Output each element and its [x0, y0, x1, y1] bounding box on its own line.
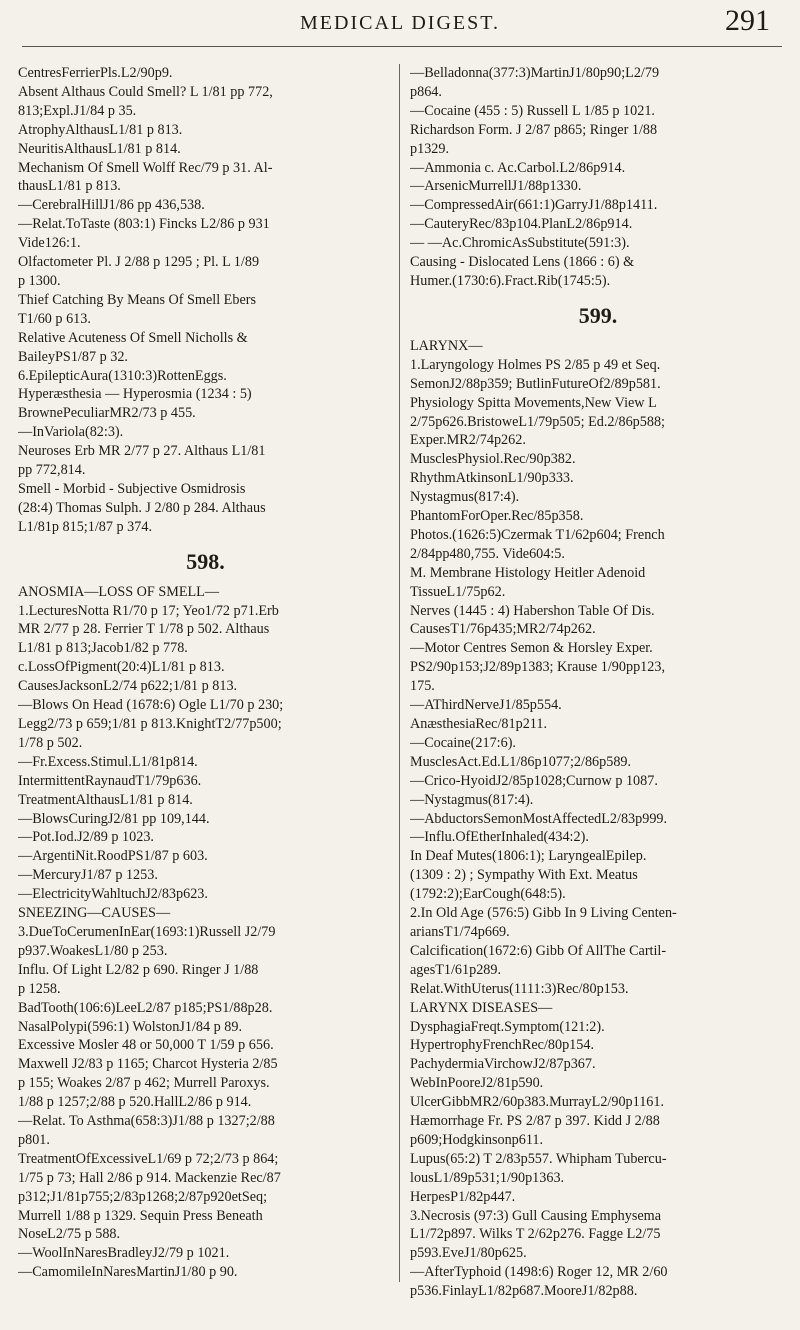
index-entry-line: p 155; Woakes 2/87 p 462; Murrell Paroxys. — [18, 1075, 270, 1092]
index-entry-line: AnæsthesiaRec/81p211. — [410, 716, 547, 732]
index-entry-line: p593.EveJ1/80p625. — [410, 1245, 527, 1262]
index-entry-line: Olfactometer Pl. J 2/88 p 1295 ; Pl. L 1/89 — [18, 254, 260, 271]
index-entry-line: BrownePeculiarMR2/73 p 455. — [18, 405, 196, 422]
index-entry-line: MR 2/77 p 28. Ferrier T 1/78 p 502. Althaus — [18, 621, 270, 638]
index-entry-line: 813;Expl.J1/84 p 35. — [18, 102, 137, 119]
left-block-1 — [18, 64, 393, 537]
index-entry-line: —MercuryJ1/87 p 1253. — [18, 867, 158, 884]
index-entry-line: Smell - Morbid - Subjective Osmidrosis — [18, 480, 246, 497]
index-entry-line: Photos.(1626:5)Czermak T1/62p604; French — [410, 526, 665, 543]
index-entry-line: MusclesPhysiol.Rec/90p382. — [410, 451, 576, 468]
index-entry-line: 175. — [410, 678, 435, 695]
index-entry-line: AtrophyAlthausL1/81 p 813. — [18, 121, 183, 138]
index-entry-line: —InVariola(82:3). — [18, 424, 124, 441]
index-entry-line: (1309 : 2) ; Sympathy With Ext. Meatus — [410, 867, 638, 884]
index-entry-line: 1/88 p 1257;2/88 p 520.HallL2/86 p 914. — [18, 1094, 252, 1111]
index-entry-line: Mechanism Of Smell Wolff Rec/79 p 31. Al- — [18, 159, 273, 176]
index-entry-line: 1/75 p 73; Hall 2/86 p 914. Mackenzie Rec/87 — [18, 1169, 281, 1186]
index-entry-line: thausL1/81 p 813. — [18, 178, 121, 195]
index-entry-line: —Pot.Iod.J2/89 p 1023. — [18, 829, 154, 846]
index-entry-line: HypertrophyFrenchRec/80p154. — [410, 1037, 595, 1054]
index-entry-line: —Crico-HyoidJ2/85p1028;Curnow p 1087. — [410, 772, 658, 789]
index-entry-line: Legg2/73 p 659;1/81 p 813.KnightT2/77p500; — [18, 716, 282, 732]
index-entry-line: M. Membrane Histology Heitler Adenoid — [410, 564, 646, 581]
index-entry-line: MusclesAct.Ed.L1/86p1077;2/86p589. — [410, 753, 632, 770]
index-entry-line: —BlowsCuringJ2/81 pp 109,144. — [18, 810, 210, 827]
index-entry-line: —Relat.ToTaste (803:1) Fincks L2/86 p 931 — [18, 216, 270, 233]
index-entry-line: —Cocaine(217:6). — [410, 734, 516, 751]
index-entry-line: Relative Acuteness Of Smell Nicholls & — [18, 329, 248, 346]
index-entry-line: —ElectricityWahltuchJ2/83p623. — [18, 886, 208, 903]
index-entry-line: PhantomForOper.Rec/85p358. — [410, 508, 584, 525]
index-entry-line: —Blows On Head (1678:6) Ogle L1/70 p 230; — [18, 697, 284, 714]
index-entry-line: PS2/90p153;J2/89p1383; Krause 1/90pp123, — [410, 659, 665, 676]
index-entry-line: 3.DueToCerumenInEar(1693:1)Russell J2/79 — [18, 923, 276, 940]
index-entry-line: p 1300. — [18, 272, 61, 289]
right-block-1 — [410, 64, 786, 291]
index-entry-line: Humer.(1730:6).Fract.Rib(1745:5). — [410, 272, 611, 289]
index-entry-line: UlcerGibbMR2/60p383.MurrayL2/90p1161. — [410, 1094, 665, 1111]
index-entry-line: Vide126:1. — [18, 235, 81, 252]
index-entry-line: Physiology Spitta Movements,New View L — [410, 394, 657, 411]
index-entry-line: Hyperæsthesia — Hyperosmia (1234 : 5) — [18, 386, 252, 403]
index-entry-line: —Nystagmus(817:4). — [410, 791, 534, 808]
index-entry-line: —Motor Centres Semon & Horsley Exper. — [410, 640, 653, 657]
index-entry-line: LARYNX— — [410, 337, 483, 354]
index-entry-line: Excessive Mosler 48 or 50,000 T 1/59 p 656. — [18, 1037, 274, 1054]
index-entry-line: —CauteryRec/83p104.PlanL2/86p914. — [410, 216, 633, 233]
header-rule — [22, 46, 782, 47]
index-entry-line: p801. — [18, 1131, 50, 1148]
index-entry-line: BaileyPS1/87 p 32. — [18, 348, 128, 365]
index-entry-line: In Deaf Mutes(1806:1); LaryngealEpilep. — [410, 848, 647, 865]
index-entry-line: —ArsenicMurrellJ1/88p1330. — [410, 178, 582, 195]
index-entry-line: p937.WoakesL1/80 p 253. — [18, 942, 168, 959]
index-entry-line: p609;Hodgkinsonp611. — [410, 1131, 544, 1148]
section-number-599: 599. — [578, 302, 618, 328]
index-entry-line: pp 772,814. — [18, 462, 86, 479]
index-entry-line: — —Ac.ChromicAsSubstitute(591:3). — [410, 235, 630, 252]
index-entry-line: LARYNX DISEASES— — [410, 999, 553, 1016]
left-column — [18, 64, 400, 1282]
index-entry-line: —CamomileInNaresMartinJ1/80 p 90. — [18, 1264, 238, 1281]
index-entry-line: 1/78 p 502. — [18, 734, 83, 751]
index-entry-line: —CompressedAir(661:1)GarryJ1/88p1411. — [410, 197, 658, 214]
index-entry-line: —Fr.Excess.Stimul.L1/81p814. — [18, 753, 198, 770]
index-entry-line: Influ. Of Light L2/82 p 690. Ringer J 1/88 — [18, 961, 259, 978]
index-entry-line: ariansT1/74p669. — [410, 923, 510, 940]
index-entry-line: 3.Necrosis (97:3) Gull Causing Emphysema — [410, 1207, 662, 1224]
index-entry-line: Lupus(65:2) T 2/83p557. Whipham Tubercu- — [410, 1150, 667, 1167]
index-entry-line: Maxwell J2/83 p 1165; Charcot Hysteria 2/85 — [18, 1056, 278, 1073]
index-entry-line: p536.FinlayL1/82p687.MooreJ1/82p88. — [410, 1283, 638, 1300]
index-entry-line: NoseL2/75 p 588. — [18, 1226, 121, 1243]
index-entry-line: Nystagmus(817:4). — [410, 489, 520, 506]
index-entry-line: WebInPooreJ2/81p590. — [410, 1075, 544, 1092]
index-entry-line: NasalPolypi(596:1) WolstonJ1/84 p 89. — [18, 1018, 243, 1035]
index-entry-line: L1/81 p 813;Jacob1/82 p 778. — [18, 640, 188, 657]
index-entry-line: NeuritisAlthausL1/81 p 814. — [18, 140, 181, 157]
index-entry-line: TissueL1/75p62. — [410, 583, 506, 600]
index-entry-line: Calcification(1672:6) Gibb Of AllThe Cartil- — [410, 942, 667, 959]
index-entry-line: CausesJacksonL2/74 p622;1/81 p 813. — [18, 678, 238, 695]
index-entry-line: TreatmentOfExcessiveL1/69 p 72;2/73 p 864; — [18, 1150, 279, 1167]
index-entry-line: L1/81p 815;1/87 p 374. — [18, 518, 152, 535]
index-entry-line: RhythmAtkinsonL1/90p333. — [410, 470, 574, 487]
index-entry-line: —Relat. To Asthma(658:3)J1/88 p 1327;2/88 — [18, 1113, 275, 1130]
index-entry-line: 1.LecturesNotta R1/70 p 17; Yeo1/72 p71.Erb — [18, 602, 279, 619]
index-entry-line: IntermittentRaynaudT1/79p636. — [18, 772, 202, 789]
index-entry-line: Exper.MR2/74p262. — [410, 432, 526, 449]
index-entry-line: —Ammonia c. Ac.Carbol.L2/86p914. — [410, 159, 626, 176]
index-entry-line: Nerves (1445 : 4) Habershon Table Of Dis. — [410, 602, 655, 619]
index-entry-line: Neuroses Erb MR 2/77 p 27. Althaus L1/81 — [18, 443, 266, 460]
index-entry-line: —AfterTyphoid (1498:6) Roger 12, MR 2/60 — [410, 1264, 668, 1281]
index-entry-line: —AbductorsSemonMostAffectedL2/83p999. — [410, 810, 668, 827]
index-entry-line: L1/72p897. Wilks T 2/62p276. Fagge L2/75 — [410, 1226, 661, 1243]
index-entry-line: c.LossOfPigment(20:4)L1/81 p 813. — [18, 659, 225, 676]
section-number-598: 598. — [186, 548, 225, 574]
index-entry-line: Absent Althaus Could Smell? L 1/81 pp 772, — [18, 83, 273, 100]
index-entry-line: lousL1/89p531;1/90p1363. — [410, 1169, 565, 1186]
index-entry-line: —ArgentiNit.RoodPS1/87 p 603. — [18, 848, 208, 865]
index-entry-line: —WoolInNaresBradleyJ2/79 p 1021. — [18, 1245, 230, 1262]
index-entry-line: PachydermiaVirchowJ2/87p367. — [410, 1056, 596, 1073]
index-entry-line: 1.Laryngology Holmes PS 2/85 p 49 et Seq. — [410, 356, 661, 373]
index-entry-line: TreatmentAlthausL1/81 p 814. — [18, 791, 193, 808]
index-entry-line: DysphagiaFreqt.Symptom(121:2). — [410, 1018, 605, 1035]
index-entry-line: ANOSMIA—LOSS OF SMELL— — [18, 583, 220, 600]
index-entry-line: Murrell 1/88 p 1329. Sequin Press Beneath — [18, 1207, 263, 1224]
index-entry-line: agesT1/61p289. — [410, 961, 502, 978]
page-header — [0, 0, 800, 52]
index-entry-line: Relat.WithUterus(1111:3)Rec/80p153. — [410, 980, 629, 997]
index-entry-line: BadTooth(106:6)LeeL2/87 p185;PS1/88p28. — [18, 999, 273, 1016]
index-entry-line: —AThirdNerveJ1/85p554. — [410, 697, 562, 714]
index-entry-line: p312;J1/81p755;2/83p1268;2/87p920etSeq; — [18, 1188, 268, 1205]
left-block-2 — [18, 583, 393, 1283]
index-entry-line: HerpesP1/82p447. — [410, 1188, 516, 1205]
index-entry-line: Hæmorrhage Fr. PS 2/87 p 397. Kidd J 2/88 — [410, 1113, 660, 1130]
index-entry-line: p 1258. — [18, 980, 61, 997]
index-entry-line: —CerebralHillJ1/86 pp 436,538. — [18, 197, 205, 214]
index-entry-line: 6.EpilepticAura(1310:3)RottenEggs. — [18, 367, 227, 384]
index-entry-line: —Cocaine (455 : 5) Russell L 1/85 p 1021. — [410, 102, 655, 119]
index-entry-line: (1792:2);EarCough(648:5). — [410, 886, 566, 903]
index-entry-line: —Influ.OfEtherInhaled(434:2). — [410, 829, 589, 846]
index-entry-line: SemonJ2/88p359; ButlinFutureOf2/89p581. — [410, 375, 661, 392]
index-entry-line: 2/84pp480,755. Vide604:5. — [410, 545, 565, 562]
index-entry-line: Richardson Form. J 2/87 p865; Ringer 1/88 — [410, 121, 658, 138]
index-entry-line: CentresFerrierPls.L2/90p9. — [18, 65, 173, 81]
index-entry-line: —Belladonna(377:3)MartinJ1/80p90;L2/79 — [410, 65, 660, 81]
index-entry-line: p864. — [410, 83, 442, 100]
index-entry-line: 2.In Old Age (576:5) Gibb In 9 Living Centen- — [410, 905, 677, 922]
index-entry-line: 2/75p626.BristoweL1/79p505; Ed.2/86p588; — [410, 413, 665, 430]
running-head: MEDICAL DIGEST. — [300, 12, 500, 34]
index-entry-line: SNEEZING—CAUSES— — [18, 905, 171, 922]
page-number: 291 — [725, 4, 770, 37]
index-entry-line: (28:4) Thomas Sulph. J 2/80 p 284. Althaus — [18, 499, 266, 516]
index-entry-line: Thief Catching By Means Of Smell Ebers — [18, 291, 256, 308]
index-entry-line: Causing - Dislocated Lens (1866 : 6) & — [410, 254, 635, 271]
index-entry-line: p1329. — [410, 140, 450, 157]
right-block-2 — [410, 337, 786, 1301]
index-entry-line: T1/60 p 613. — [18, 310, 91, 327]
right-column — [410, 64, 786, 1301]
index-entry-line: CausesT1/76p435;MR2/74p262. — [410, 621, 596, 638]
